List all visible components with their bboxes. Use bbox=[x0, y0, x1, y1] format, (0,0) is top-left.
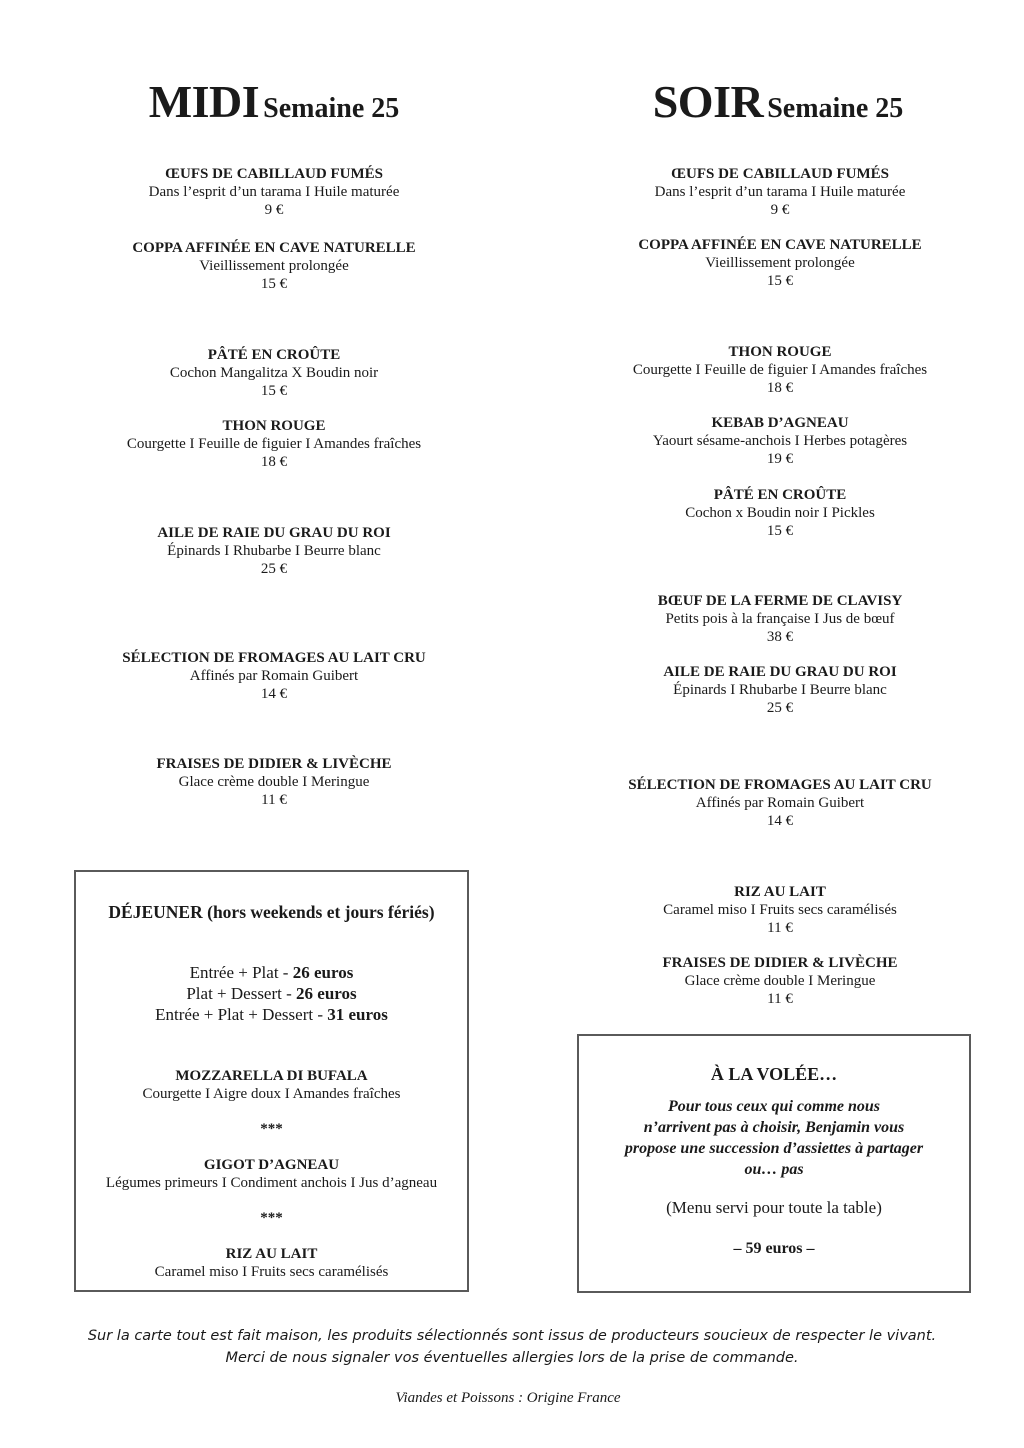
dish-description: Glace crème double I Meringue bbox=[684, 973, 876, 989]
dish-name: KEBAB D’AGNEAU bbox=[711, 415, 849, 431]
formula-list bbox=[76, 962, 467, 1025]
volee-line: Pour tous ceux qui comme nous bbox=[667, 1098, 881, 1115]
formula-price: 26 euros bbox=[296, 984, 357, 1003]
midi-item bbox=[74, 239, 474, 293]
dish-name: SÉLECTION DE FROMAGES AU LAIT CRU bbox=[628, 777, 932, 793]
dish-price: 9 € bbox=[264, 202, 284, 218]
dish-name: RIZ AU LAIT bbox=[225, 1246, 318, 1262]
dish-price: 15 € bbox=[260, 383, 288, 399]
dish-price: 25 € bbox=[260, 561, 288, 577]
dish-name: GIGOT D’AGNEAU bbox=[203, 1157, 340, 1173]
volee-box bbox=[577, 1034, 971, 1293]
dish-description: Courgette I Feuille de figuier I Amandes fraîches bbox=[632, 362, 928, 378]
footer-line-2: Merci de nous signaler vos éventuelles allergies lors de la prise de commande. bbox=[225, 1350, 799, 1366]
dish-description: Caramel miso I Fruits secs caramélisés bbox=[154, 1264, 389, 1280]
midi-item bbox=[74, 755, 474, 809]
midi-item bbox=[74, 649, 474, 703]
soir-item bbox=[578, 776, 982, 830]
midi-title bbox=[74, 75, 474, 128]
midi-title-main: MIDI bbox=[148, 76, 260, 127]
dejeuner-course bbox=[76, 1245, 467, 1281]
dejeuner-box bbox=[74, 870, 469, 1292]
dish-name: SÉLECTION DE FROMAGES AU LAIT CRU bbox=[122, 650, 426, 666]
dish-description: Glace crème double I Meringue bbox=[178, 774, 370, 790]
dish-description: Caramel miso I Fruits secs caramélisés bbox=[663, 902, 897, 918]
volee-line: ou… pas bbox=[744, 1161, 804, 1178]
dish-description: Petits pois à la française I Jus de bœuf bbox=[665, 611, 895, 627]
dish-description: Cochon x Boudin noir I Pickles bbox=[685, 505, 875, 521]
dish-description: Vieillissement prolongée bbox=[705, 255, 855, 271]
soir-item bbox=[578, 414, 982, 468]
dish-name: PÂTÉ EN CROÛTE bbox=[713, 487, 847, 503]
dish-price: 11 € bbox=[767, 920, 793, 936]
volee-line: n’arrivent pas à choisir, Benjamin vous bbox=[643, 1119, 905, 1136]
dish-price: 15 € bbox=[260, 276, 288, 292]
dish-description: Épinards I Rhubarbe I Beurre blanc bbox=[673, 682, 887, 698]
dish-price: 19 € bbox=[766, 451, 794, 467]
dish-price: 11 € bbox=[767, 991, 793, 1007]
dish-price: 9 € bbox=[770, 202, 790, 218]
dish-price: 38 € bbox=[766, 629, 794, 645]
dish-name: ŒUFS DE CABILLAUD FUMÉS bbox=[165, 166, 383, 182]
dish-price: 18 € bbox=[766, 380, 794, 396]
soir-item bbox=[578, 486, 982, 540]
dish-name: PÂTÉ EN CROÛTE bbox=[207, 347, 341, 363]
soir-item bbox=[578, 883, 982, 937]
volee-description bbox=[579, 1096, 969, 1180]
dish-name: THON ROUGE bbox=[222, 418, 326, 434]
footer-line-1: Sur la carte tout est fait maison, les produits sélectionnés sont issus de producteurs soucieux de respecter le vivant. bbox=[87, 1328, 937, 1344]
soir-title bbox=[578, 75, 978, 128]
dish-description: Dans l’esprit d’un tarama I Huile maturée bbox=[148, 184, 400, 200]
soir-title-main: SOIR bbox=[652, 76, 764, 127]
dish-name: AILE DE RAIE DU GRAU DU ROI bbox=[157, 525, 391, 541]
formula-line bbox=[76, 983, 467, 1004]
dish-price: 11 € bbox=[261, 792, 287, 808]
dish-name: MOZZARELLA DI BUFALA bbox=[175, 1068, 368, 1084]
soir-item bbox=[578, 236, 982, 290]
midi-item bbox=[74, 417, 474, 471]
dish-description: Affinés par Romain Guibert bbox=[189, 668, 359, 684]
dish-name: AILE DE RAIE DU GRAU DU ROI bbox=[663, 664, 897, 680]
formula-label: Entrée + Plat - bbox=[189, 963, 293, 982]
formula-price: 31 euros bbox=[327, 1005, 388, 1024]
dish-description: Courgette I Feuille de figuier I Amandes fraîches bbox=[126, 436, 422, 452]
volee-price: – 59 euros – bbox=[733, 1240, 815, 1257]
midi-item bbox=[74, 165, 474, 219]
soir-item bbox=[578, 343, 982, 397]
dish-price: 18 € bbox=[260, 454, 288, 470]
dejeuner-title: DÉJEUNER (hors weekends et jours fériés) bbox=[108, 902, 435, 922]
dish-name: RIZ AU LAIT bbox=[734, 884, 826, 900]
dish-description: Légumes primeurs I Condiment anchois I Jus d’agneau bbox=[105, 1175, 438, 1191]
volee-title: À LA VOLÉE… bbox=[710, 1064, 838, 1084]
formula-label: Entrée + Plat + Dessert - bbox=[155, 1005, 328, 1024]
formula-line bbox=[76, 962, 467, 983]
soir-item bbox=[578, 592, 982, 646]
dish-description: Cochon Mangalitza X Boudin noir bbox=[169, 365, 379, 381]
dish-description: Vieillissement prolongée bbox=[199, 258, 349, 274]
dish-name: THON ROUGE bbox=[728, 344, 832, 360]
footer-origin: Viandes et Poissons : Origine France bbox=[395, 1390, 621, 1406]
soir-item bbox=[578, 165, 982, 219]
dish-price: 15 € bbox=[766, 273, 794, 289]
formula-price: 26 euros bbox=[292, 963, 354, 982]
formula-label: Plat + Dessert - bbox=[186, 984, 297, 1003]
dish-name: BŒUF DE LA FERME DE CLAVISY bbox=[657, 593, 903, 609]
dish-name: COPPA AFFINÉE EN CAVE NATURELLE bbox=[132, 240, 416, 256]
dish-description: Courgette I Aigre doux I Amandes fraîches bbox=[142, 1086, 401, 1102]
dejeuner-course bbox=[76, 1156, 467, 1192]
dish-name: ŒUFS DE CABILLAUD FUMÉS bbox=[671, 166, 889, 182]
soir-item bbox=[578, 954, 982, 1008]
volee-line: propose une succession d’assiettes à partager bbox=[624, 1140, 924, 1157]
dish-name: FRAISES DE DIDIER & LIVÈCHE bbox=[156, 756, 392, 772]
formula-line bbox=[76, 1004, 467, 1025]
dejeuner-course bbox=[76, 1067, 467, 1103]
midi-title-week: Semaine 25 bbox=[263, 93, 400, 124]
dish-name: FRAISES DE DIDIER & LIVÈCHE bbox=[662, 955, 898, 971]
dish-description: Dans l’esprit d’un tarama I Huile maturée bbox=[654, 184, 906, 200]
midi-item bbox=[74, 524, 474, 578]
dish-description: Affinés par Romain Guibert bbox=[695, 795, 865, 811]
dish-description: Épinards I Rhubarbe I Beurre blanc bbox=[167, 543, 381, 559]
soir-title-week: Semaine 25 bbox=[767, 93, 904, 124]
dish-price: 15 € bbox=[766, 523, 794, 539]
dish-price: 25 € bbox=[766, 700, 794, 716]
soir-item bbox=[578, 663, 982, 717]
course-separator: *** bbox=[260, 1210, 283, 1226]
dish-name: COPPA AFFINÉE EN CAVE NATURELLE bbox=[638, 237, 922, 253]
dish-description: Yaourt sésame-anchois I Herbes potagères bbox=[652, 433, 908, 449]
dish-price: 14 € bbox=[766, 813, 794, 829]
course-separator: *** bbox=[260, 1121, 283, 1137]
midi-item bbox=[74, 346, 474, 400]
dish-price: 14 € bbox=[260, 686, 288, 702]
volee-note: (Menu servi pour toute la table) bbox=[666, 1198, 882, 1217]
